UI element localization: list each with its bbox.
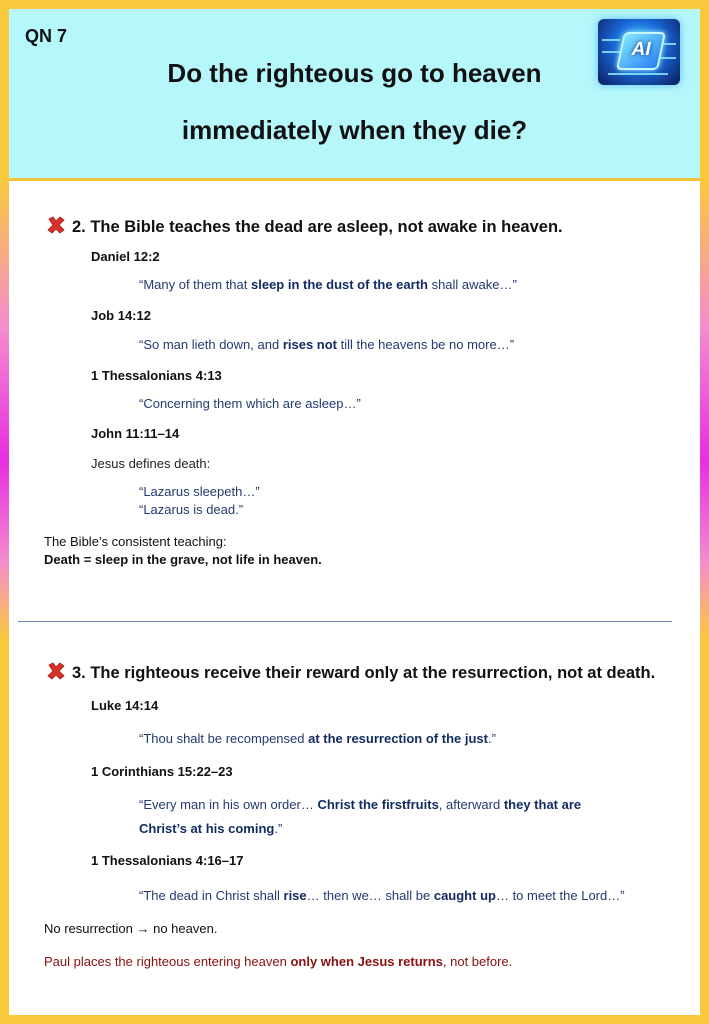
section-2-heading: 2. The Bible teaches the dead are asleep, not awake in heaven. bbox=[46, 215, 563, 237]
summary-intro: The Bible’s consistent teaching: bbox=[44, 534, 227, 549]
ref-1-corinthians: 1 Corinthians 15:22–23 bbox=[91, 764, 233, 779]
header-banner bbox=[9, 9, 700, 181]
page-title: Do the righteous go to heaven immediately when they die? bbox=[167, 58, 542, 145]
ref-1-thessalonians-4-13: 1 Thessalonians 4:13 bbox=[91, 368, 222, 383]
ref-job: Job 14:12 bbox=[91, 308, 151, 323]
ai-chip-icon bbox=[598, 19, 680, 85]
paul-note: Paul places the righteous entering heaven only when Jesus returns, not before. bbox=[44, 954, 513, 969]
ref-luke: Luke 14:14 bbox=[91, 698, 159, 713]
quote-1-corinthians-line-1: “Every man in his own order… Christ the firstfruits, afterward they that are bbox=[139, 797, 582, 812]
quote-1-corinthians-line-2: Christ’s at his coming.” bbox=[139, 821, 283, 836]
quote-1-thessalonians-4-16: “The dead in Christ shall rise… then we… shall be caught up… to meet the Lord…” bbox=[139, 888, 625, 903]
ref-1-thessalonians-4-16: 1 Thessalonians 4:16–17 bbox=[91, 853, 244, 868]
section-3-heading: 3. The righteous receive their reward only at the resurrection, not at death. bbox=[46, 661, 655, 683]
quote-john-1: “Lazarus sleepeth…” bbox=[139, 484, 260, 499]
red-x-icon bbox=[46, 215, 66, 235]
quote-john-2: “Lazarus is dead.” bbox=[139, 502, 244, 517]
ref-john: John 11:11–14 bbox=[91, 426, 180, 441]
red-x-icon bbox=[46, 661, 66, 681]
question-number: QN 7 bbox=[25, 26, 68, 46]
quote-job: “So man lieth down, and rises not till the heavens be no more…” bbox=[139, 337, 515, 352]
quote-luke: “Thou shalt be recompensed at the resurrection of the just.” bbox=[139, 731, 496, 746]
page-content bbox=[9, 9, 700, 1015]
quote-daniel: “Many of them that sleep in the dust of the earth shall awake…” bbox=[139, 277, 517, 292]
section-divider bbox=[18, 621, 672, 622]
ai-badge-label: AI bbox=[629, 39, 654, 60]
john-intro: Jesus defines death: bbox=[91, 456, 211, 471]
quote-1-thessalonians-4-13: “Concerning them which are asleep…” bbox=[139, 396, 361, 411]
no-resurrection-note: No resurrection → no heaven. bbox=[44, 921, 218, 936]
ref-daniel: Daniel 12:2 bbox=[91, 249, 160, 264]
summary-statement: Death = sleep in the grave, not life in heaven. bbox=[44, 552, 322, 567]
